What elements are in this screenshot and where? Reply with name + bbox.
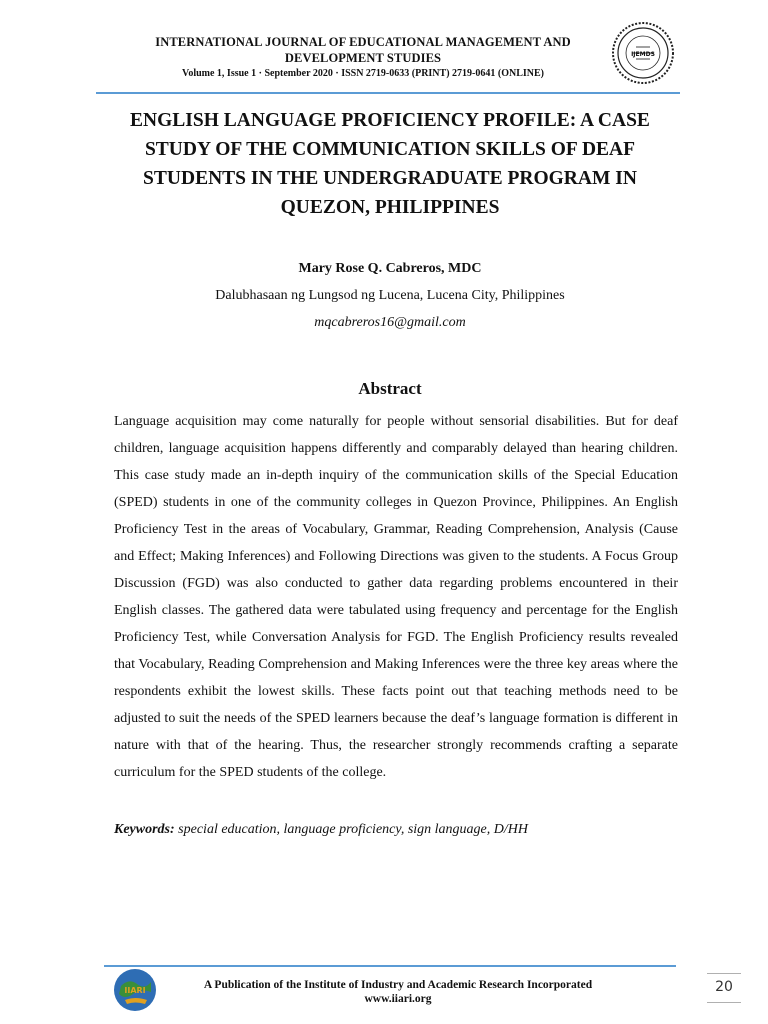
keywords-list: special education, language proficiency, sign language, D/HH — [178, 822, 528, 837]
author-email[interactable]: mqcabreros16@gmail.com — [314, 315, 466, 330]
author-affiliation: Dalubhasaan ng Lungsod ng Lucena, Lucena City, Philippines — [215, 288, 565, 303]
paper-title: ENGLISH LANGUAGE PROFICIENCY PROFILE: A CASE STUDY OF THE COMMUNICATION SKILLS OF DEAF STUDENTS IN THE UNDERGRADUATE PROGRAM IN QUEZON, PHILIPPINES — [130, 110, 650, 218]
keywords-label: Keywords: — [114, 822, 175, 837]
abstract-body: Language acquisition may come naturally for people without sensorial disabilities. But for deaf children, language acquisition happens differently and comparably delayed than hearing children. This case study made an in-depth inquiry of the communication skills of the Special Education (SPED) students in one of the community colleges in Quezon Province, Philippines. An English Proficiency Test in the areas of Vocabulary, Grammar, Reading Comprehension, Analysis (Cause and Effect; Making Inferences) and Following Directions was given to the students. A Focus Group Discussion (FGD) was also conducted to gather data regarding problems encountered in their English classes. The gathered data were tabulated using frequency and percentage for the English Proficiency Test, while Conversation Analysis for FGD. The English Proficiency results revealed that Vocabulary, Reading Comprehension and Making Inferences were the three key areas where the respondents exhibit the lowest skills. These facts point out that teaching methods need to be adjusted to suit the needs of the SPED learners because the deaf’s language formation is different in nature with that of the hearing. Thus, the researcher strongly recommends crafting a separate curriculum for the SPED students of the college. — [114, 414, 678, 780]
journal-name: INTERNATIONAL JOURNAL OF EDUCATIONAL MANAGEMENT AND DEVELOPMENT STUDIES — [155, 35, 571, 65]
logo-text: IIARI — [124, 986, 146, 995]
publisher-line: A Publication of the Institute of Industry and Academic Research Incorporated — [203, 979, 593, 991]
header-rule — [96, 92, 680, 94]
publisher-website[interactable]: www.iiari.org — [364, 993, 432, 1005]
author-name: Mary Rose Q. Cabreros, MDC — [298, 261, 482, 276]
footer-rule — [104, 965, 676, 967]
abstract-heading: Abstract — [358, 379, 422, 398]
publisher-logo-icon — [111, 966, 159, 1014]
seal-text: IJEMDS — [631, 51, 655, 58]
issue-line: Volume 1, Issue 1 · September 2020 · ISSN 2719-0633 (PRINT) 2719-0641 (ONLINE) — [182, 68, 544, 79]
journal-header — [118, 34, 608, 79]
keywords — [114, 822, 678, 838]
footer — [168, 978, 628, 1006]
journal-seal-icon — [612, 22, 674, 84]
page-number-box — [707, 973, 741, 1003]
page-number: 20 — [715, 979, 733, 995]
